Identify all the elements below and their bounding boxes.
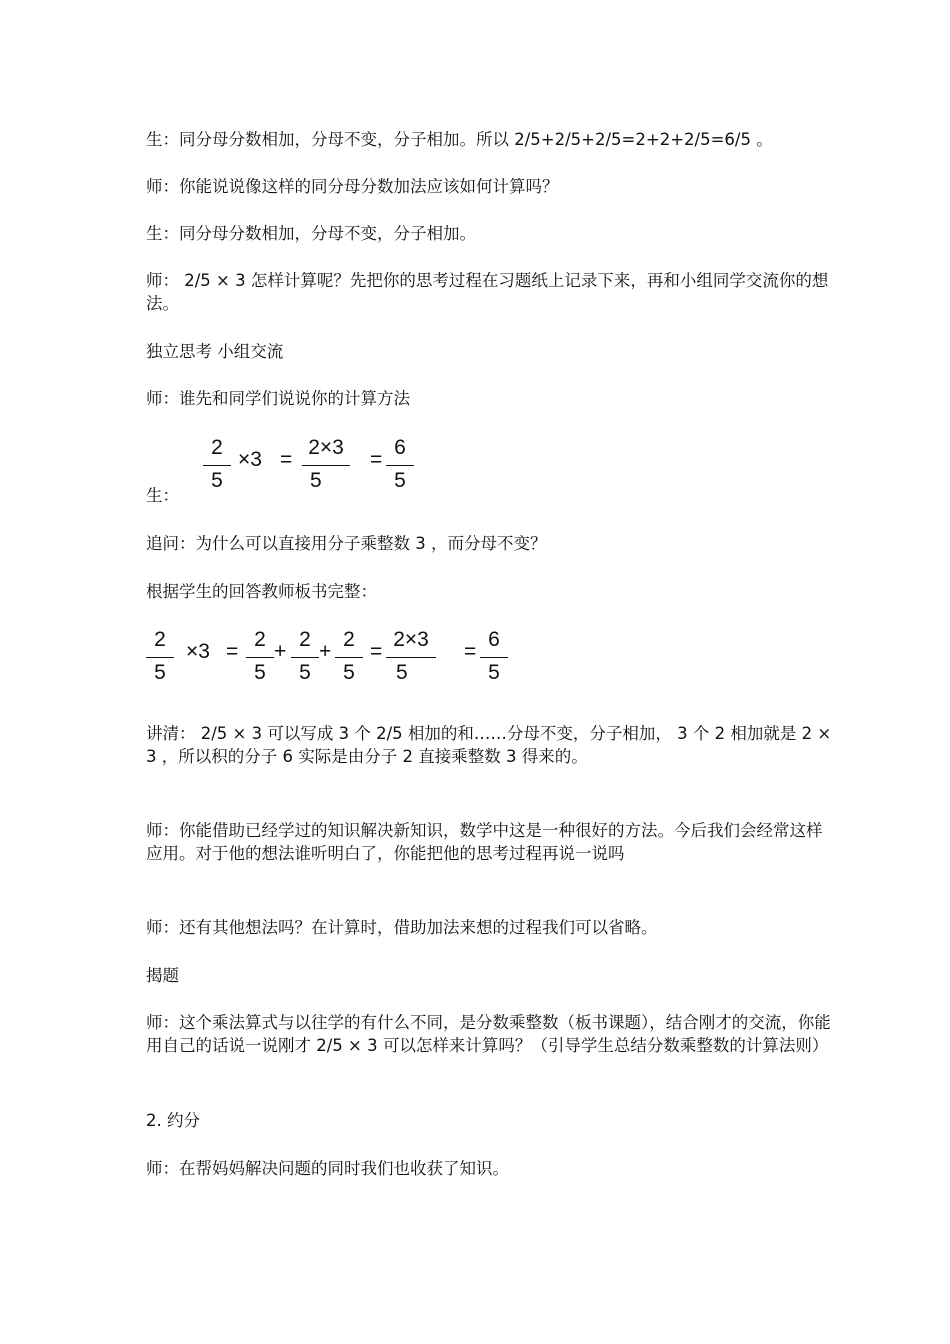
denominator: 5 xyxy=(211,469,223,492)
paragraph-explanation: 讲清： 2/5 × 3 可以写成 3 个 2/5 相加的和……分母不变，分子相加， 3 个 2 相加就是 2 × 3 ，所以积的分子 6 实际是由分子 2 直接乘整数 3 得来的。 xyxy=(146,724,837,766)
numerator: 2 xyxy=(154,628,166,651)
numerator: 2×3 xyxy=(393,628,429,651)
numerator: 2 xyxy=(254,628,266,651)
equals-sign: = xyxy=(370,448,383,471)
paragraph-teacher-other-ideas: 师：还有其他想法吗？在计算时，借助加法来想的过程我们可以省略。 xyxy=(146,918,658,937)
numerator: 6 xyxy=(488,628,500,651)
numerator: 2×3 xyxy=(308,436,344,459)
paragraph-teacher-closing: 师：在帮妈妈解决问题的同时我们也收获了知识。 xyxy=(146,1159,509,1178)
paragraph-reveal-topic: 揭题 xyxy=(146,966,179,985)
paragraph-student-answer-addition: 生：同分母分数相加，分母不变，分子相加。所以 2/5+2/5+2/5=2+2+2/5=6/5 。 xyxy=(146,130,773,149)
denominator: 5 xyxy=(488,661,500,684)
fraction-bar xyxy=(291,657,319,658)
fraction-bar xyxy=(480,657,508,658)
formula-board-writing xyxy=(146,628,526,692)
equals-sign: = xyxy=(464,640,477,663)
numerator: 6 xyxy=(394,436,406,459)
paragraph-teacher-task: 师： 2/5 × 3 怎样计算呢？先把你的思考过程在习题纸上记录下来，再和小组同学交流你的想法。 xyxy=(146,271,829,313)
denominator: 5 xyxy=(394,469,406,492)
paragraph-teacher-praise: 师：你能借助已经学过的知识解决新知识，数学中这是一种很好的方法。今后我们会经常这样应用。对于他的想法谁听明白了，你能把他的思考过程再说一说吗 xyxy=(146,821,823,863)
fraction-bar xyxy=(386,657,436,658)
numerator: 2 xyxy=(211,436,223,459)
denominator: 5 xyxy=(254,661,266,684)
paragraph-independent-thinking: 独立思考 小组交流 xyxy=(146,342,284,361)
numerator: 2 xyxy=(299,628,311,651)
paragraph-board-note: 根据学生的回答教师板书完整： xyxy=(146,582,377,601)
fraction-bar xyxy=(246,657,274,658)
plus-sign: + xyxy=(319,640,332,663)
fraction-bar xyxy=(146,657,174,658)
formula-student-method xyxy=(200,436,430,500)
times-three: ×3 xyxy=(238,448,262,471)
paragraph-follow-up-question: 追问：为什么可以直接用分子乘整数 3 ，而分母不变？ xyxy=(146,534,547,553)
denominator: 5 xyxy=(154,661,166,684)
section-heading-reduction: 2. 约分 xyxy=(146,1111,200,1130)
paragraph-teacher-invite: 师：谁先和同学们说说你的计算方法 xyxy=(146,389,410,408)
paragraph-student-label: 生： xyxy=(146,486,179,505)
fraction-bar xyxy=(302,465,350,466)
denominator: 5 xyxy=(343,661,355,684)
plus-sign: + xyxy=(274,640,287,663)
paragraph-teacher-question: 师：你能说说像这样的同分母分数加法应该如何计算吗？ xyxy=(146,177,559,196)
denominator: 5 xyxy=(396,661,408,684)
equals-sign: = xyxy=(280,448,293,471)
fraction-bar xyxy=(335,657,363,658)
times-three: ×3 xyxy=(186,640,210,663)
equals-sign: = xyxy=(226,640,239,663)
fraction-bar xyxy=(203,465,231,466)
paragraph-teacher-summary: 师：这个乘法算式与以往学的有什么不同，是分数乘整数（板书课题），结合刚才的交流，你能用自己的话说一说刚才 2/5 × 3 可以怎样来计算吗？（引导学生总结分数乘整数的计算法则） xyxy=(146,1013,831,1055)
equals-sign: = xyxy=(370,640,383,663)
paragraph-student-rule: 生：同分母分数相加，分母不变，分子相加。 xyxy=(146,224,476,243)
denominator: 5 xyxy=(310,469,322,492)
denominator: 5 xyxy=(299,661,311,684)
numerator: 2 xyxy=(343,628,355,651)
fraction-bar xyxy=(386,465,414,466)
